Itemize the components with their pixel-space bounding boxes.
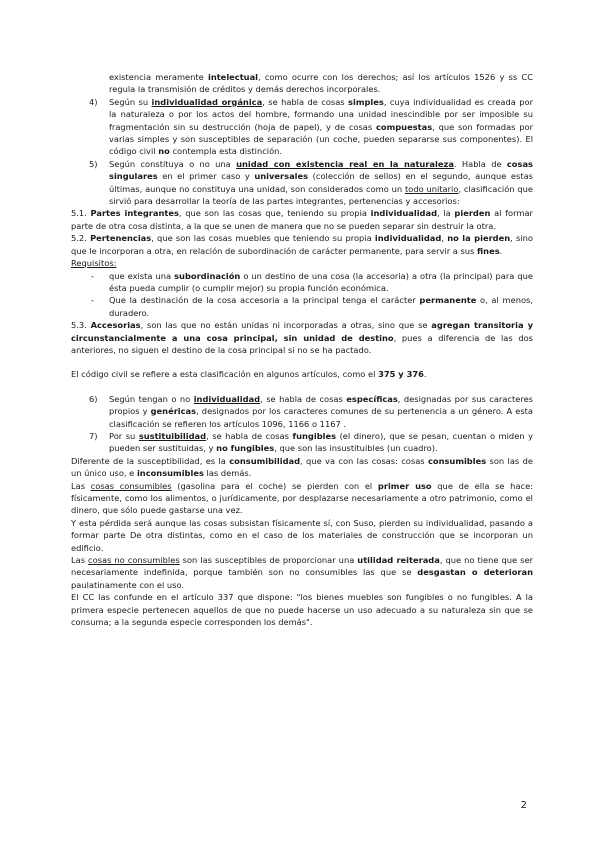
section-5-3 [71, 319, 533, 356]
articulo-337-paragraph: El CC las confunde en el artículo 337 que dispone: "los bienes muebles son fungibles o no fungibles. A la primera especie pertenecen aquellos de que no puede hacerse un uso adecuado a su naturaleza sin que se consuma; a la segunda especie corresponden los demás". [71, 592, 533, 628]
bold-term: Pertenencias [90, 233, 152, 244]
page-number: 2 [520, 800, 527, 811]
text: las demás. [203, 468, 252, 479]
requisitos-heading [71, 257, 533, 269]
list-item-4 [71, 96, 533, 158]
text: . [423, 369, 427, 380]
classification-list-b [71, 393, 533, 455]
text: que de ella se hace: físicamente, como los alimentos, o jurídicamente, por desplazarse necesariamente a otro patrimonio, como el dinero, que sólo puede gastarse una vez. [71, 480, 533, 516]
requisito-item-2 [71, 294, 533, 319]
text: , se habla de cosas [206, 430, 293, 441]
bold-term: cosas singulares [109, 158, 533, 182]
spacer [71, 356, 533, 368]
text: , pues a diferencia de las dos anteriores, no siguen el destino de la cosa principal si no se ha pactado. [71, 332, 533, 355]
text: , designados por los caracteres comunes de su pertenencia a un género. A esta clasificación se refieren los artículos 1096, 1166 o 1167 . [109, 406, 533, 429]
section-5-1 [71, 207, 533, 232]
bold-term: utilidad reiterada [357, 555, 440, 566]
requisitos-list [71, 270, 533, 320]
bold-term: Accesorias [90, 320, 141, 331]
consumibles-paragraph [71, 480, 533, 517]
text: . [499, 245, 503, 256]
text: Según constituya o no una [109, 158, 237, 169]
bold-term: fines [477, 245, 500, 256]
bold-term: permanente [419, 295, 477, 306]
bold-term: no fungibles [216, 443, 275, 454]
consumibilidad-paragraph [71, 455, 533, 480]
text: o un destino de una cosa (la accesoria) a otra (la principal) para que ésta pueda cumplir (o cumplir mejor) su propia función económica. [109, 270, 533, 293]
text: son las de un único uso, e [71, 455, 533, 479]
underlined-term: cosas consumibles [90, 480, 172, 491]
text: , que son las cosas que, teniendo su propia [178, 208, 371, 219]
underlined-term: individualidad [193, 393, 261, 404]
text: , que va con las cosas: cosas [300, 455, 428, 466]
bold-term: consumibles [427, 455, 487, 466]
text: , designadas por sus caracteres propios y [109, 393, 533, 417]
text: , como ocurre con los derechos; así los artículos 1526 y ss CC regula la transmisión de créditos y demás derechos incorporales. [109, 72, 533, 95]
section-number: 5.3. [71, 320, 91, 331]
dash-marker: - [91, 295, 94, 306]
bold-term: compuestas [375, 121, 433, 132]
text: Según su [109, 96, 152, 107]
bold-term: consumibilidad [229, 455, 301, 466]
text: , se habla de cosas [260, 393, 347, 404]
text: , que son formadas por varias simples y son susceptibles de separación (un coche, pueden separarse sus componentes). El código civil [109, 121, 533, 157]
bold-term: específicas [346, 393, 398, 404]
text: , la [437, 208, 455, 219]
bold-term: genéricas [150, 406, 197, 417]
text: , son las que no están unidas ni incorporadas a otras, sino que se [140, 320, 432, 331]
bold-term: no [158, 146, 170, 157]
text: Diferente de la susceptibilidad, es la [71, 455, 230, 466]
codigo-civil-paragraph [71, 368, 533, 380]
text: existencia meramente [109, 72, 208, 82]
text: Que la destinación de la cosa accesoria a la principal tenga el carácter [109, 295, 420, 306]
dash-marker: - [91, 270, 94, 281]
section-number: 5.1. [71, 208, 91, 219]
list-marker: 6) [89, 393, 98, 404]
bold-term: Partes integrantes [90, 208, 179, 219]
text: paulatinamente con el uso. [71, 579, 185, 590]
text: (el dinero), que se pesan, cuentan o miden y pueden ser sustituidas, y [109, 430, 533, 454]
underlined-term: individualidad orgánica [151, 96, 263, 107]
bold-term: pierden [454, 208, 491, 219]
underlined-term: cosas no consumibles [88, 555, 180, 566]
spacer [71, 381, 533, 393]
text: o, al menos, duradero. [109, 295, 533, 318]
bold-term: primer uso [377, 480, 432, 491]
text: Por su [109, 430, 139, 441]
page-content [71, 71, 533, 628]
requisito-item-1 [71, 270, 533, 295]
bold-term: individualidad [374, 233, 442, 244]
text: al formar parte de otra cosa distinta, a la que se unen de manera que no se pueden separar sin destruir la otra. [71, 208, 533, 231]
bold-term: fungibles [292, 430, 337, 441]
text: , [441, 233, 448, 244]
perdida-paragraph: Y esta pérdida será aunque las cosas subsistan físicamente sí, con Suso, pierden su individualidad, pasando a formar parte De otra distintas, como en el caso de los materiales de construcción que se incorporan un edificio. [71, 517, 533, 553]
text: que exista una [109, 270, 175, 281]
bold-term: intelectual [207, 72, 259, 82]
section-number: 5.2. [71, 233, 91, 244]
text: (colección de sellos) en el segundo, aunque estas últimas, aunque no constituya una unidad, son considerados como un [109, 171, 533, 194]
list-item-7 [71, 430, 533, 455]
underlined-term: sustituibilidad [138, 430, 207, 441]
section-5-2 [71, 232, 533, 257]
list-item-5 [71, 158, 533, 208]
list-marker: 5) [89, 158, 98, 169]
text: , que son las cosas muebles que teniendo su propia [151, 233, 375, 244]
text: en el primer caso y [157, 171, 255, 182]
text: , se habla de cosas [262, 96, 349, 107]
text: , que no tiene que ser necesariamente indefinida, porque también son no consumibles las que se [71, 555, 533, 578]
bold-term: desgastan o deterioran [417, 567, 534, 578]
text: , clasificación que sirvió para desarrollar la teoría de las partes integrantes, pertenencias y accesorios: [109, 183, 533, 207]
text: Según tengan o no [109, 393, 194, 404]
text: . Habla de [453, 158, 507, 169]
bold-term: subordinación [174, 270, 241, 281]
text: , que son las insustituibles (un cuadro). [274, 443, 438, 454]
bold-term: 375 y 376 [378, 369, 424, 380]
text: , cuya individualidad es creada por la naturaleza o por los actos del hombre, formando una unidad inescindible por ser imposible su fragmentación sin su destrucción (hoja de papel), y de cosas [109, 96, 533, 132]
text: , sino que le incorporan a otra, en relación de subordinación de carácter permanente, para servir a sus [71, 233, 533, 256]
bold-term: no la pierden [447, 233, 511, 244]
text: Las [71, 555, 89, 566]
intro-continuation [71, 71, 533, 96]
bold-term: individualidad [370, 208, 438, 219]
list-item-6 [71, 393, 533, 430]
text: son las susceptibles de proporcionar una [179, 555, 358, 566]
bold-term: simples [348, 96, 384, 107]
bold-term: agregan transitoria y circunstancialmente a una cosa principal, sin unidad de destino [71, 320, 533, 343]
list-marker: 7) [89, 430, 98, 441]
text: Las [71, 480, 91, 491]
no-consumibles-paragraph [71, 554, 533, 591]
list-marker: 4) [89, 96, 98, 107]
bold-term: inconsumibles [136, 468, 204, 479]
bold-term: universales [254, 171, 309, 182]
underlined-term: todo unitario [404, 183, 459, 194]
text: contempla esta distinción. [169, 146, 283, 157]
classification-list-a [71, 96, 533, 208]
text: El código civil se refiere a esta clasificación en algunos artículos, como el [71, 369, 379, 380]
text: (gasolina para el coche) se pierden con el [171, 480, 378, 491]
underlined-term: unidad con existencia real en la naturaleza [236, 158, 454, 169]
underlined-heading: Requisitos: [71, 258, 117, 269]
